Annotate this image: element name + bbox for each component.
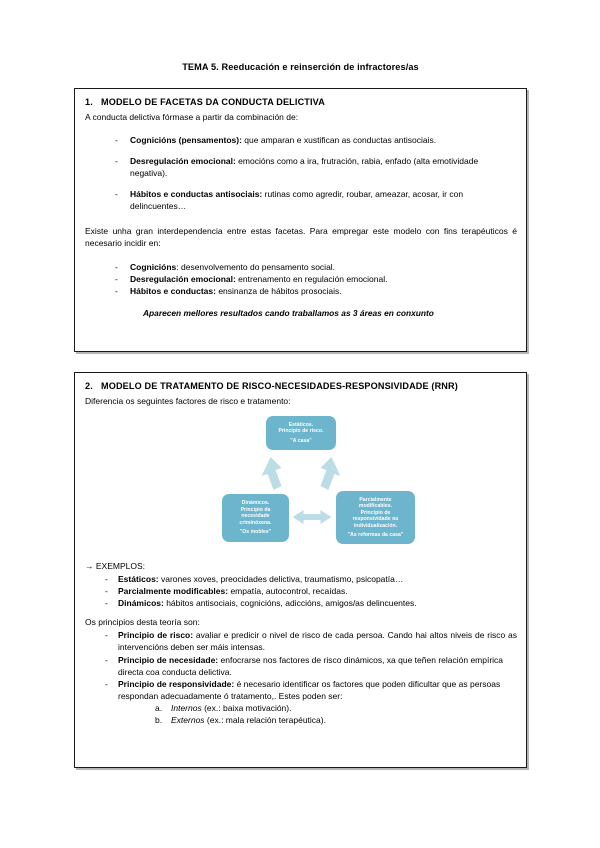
principle-desc: avaliar e predicir o nivel de risco de cada persoa. Cando hai altos niveis de risco as intervencións deben ser máis intensas. xyxy=(118,630,517,653)
principles-list xyxy=(85,629,517,701)
list-item xyxy=(85,573,517,585)
dash-bullet: - xyxy=(115,273,118,284)
list-item xyxy=(85,261,517,273)
dash-bullet: - xyxy=(115,135,118,146)
facet-term: Desregulación emocional: xyxy=(130,156,236,167)
node-quote: "Os mobles" xyxy=(239,529,272,536)
section-1-heading xyxy=(85,97,517,107)
item-label: a. xyxy=(155,702,163,713)
node-quote: "A casa" xyxy=(290,437,312,444)
node-line: responsividade ou xyxy=(352,516,399,523)
list-item xyxy=(85,714,517,726)
facet-desc: emocións como a ira, frutración, rabia, enfado (alta emotividade negativa). xyxy=(130,156,479,179)
responsivity-subitems-list xyxy=(85,702,517,726)
dash-bullet: - xyxy=(105,598,108,609)
intervention-desc: ensinanza de hábitos prosociais. xyxy=(215,285,342,296)
facets-list xyxy=(85,134,517,212)
examples-list xyxy=(85,573,517,609)
subitem-term: Internos xyxy=(171,702,202,713)
example-desc: varones xoves, preocidades delictiva, traumatismo, psicopatía… xyxy=(158,574,404,585)
list-item xyxy=(85,654,517,678)
list-item xyxy=(85,155,517,179)
facet-term: Cognicións (pensamentos): xyxy=(130,135,242,146)
node-quote: "As reformas da casa" xyxy=(347,532,404,539)
principles-label: Os principios desta teoría son: xyxy=(85,617,200,628)
node-line: Principio de xyxy=(360,509,391,516)
section-2-intro: Diferencia os seguintes factores de risco e tratamento: xyxy=(85,396,291,406)
intervention-term: Hábitos e conductas: xyxy=(130,285,216,296)
subitem-term: Externos xyxy=(171,714,205,725)
diagram-node-dynamic xyxy=(222,494,289,542)
dash-bullet: - xyxy=(115,261,118,272)
node-line: criminóxena. xyxy=(239,519,272,526)
section-1-bridge: Existe unha gran interdependencia entre estas facetas. Para empregar este modelo con fins terapéuticos é necesario incidir en: xyxy=(85,226,517,249)
item-label: b. xyxy=(155,714,163,725)
example-desc: empatía, autocontrol, recaídas. xyxy=(228,586,348,597)
node-line: Principio da xyxy=(240,506,271,513)
node-line: individualización. xyxy=(353,522,398,529)
principle-term: Principio de risco: xyxy=(118,630,194,641)
dash-bullet: - xyxy=(115,285,118,296)
node-line: Estáticos. xyxy=(288,421,314,428)
example-desc: hábitos antisociais, cognicións, adiccións, amigos/as delincuentes. xyxy=(163,598,417,609)
list-item xyxy=(85,629,517,653)
node-line: Dinámicos. xyxy=(241,500,270,507)
intervention-desc: entrenamento en regulación emocional. xyxy=(235,273,388,284)
list-item xyxy=(85,585,517,597)
section-2-box xyxy=(74,372,527,768)
intervention-term: Cognicións xyxy=(130,261,177,272)
list-item xyxy=(85,597,517,609)
node-line: Parcialmente xyxy=(359,496,392,503)
list-item xyxy=(85,702,517,714)
diagram-node-partially-modifiable xyxy=(336,491,415,544)
facet-desc: que amparan e xustifican as conductas antisociais. xyxy=(241,135,437,146)
intervention-term: Desregulación emocional: xyxy=(130,273,236,284)
arrow-partial-to-static xyxy=(320,457,340,490)
spacer xyxy=(85,609,517,616)
section-1-heading-text: MODELO DE FACETAS DA CONDUCTA DELICTIVA xyxy=(101,97,325,107)
arrow-dynamic-partial-bidirectional xyxy=(293,510,332,524)
node-line: Principio de risco. xyxy=(278,428,324,435)
spacer xyxy=(85,127,517,134)
spacer xyxy=(85,254,517,261)
example-term: Estáticos: xyxy=(118,574,159,585)
section-1-number: 1. xyxy=(85,97,93,107)
interventions-list xyxy=(85,261,517,297)
list-item xyxy=(85,678,517,702)
principle-desc: enfocrarse nos factores de risco dinámicos, xa que teñen relación empírica directa coa conducta delictiva. xyxy=(118,654,504,677)
list-item xyxy=(85,273,517,285)
section-2-heading-text: MODELO DE TRATAMENTO DE RISCO-NECESIDADES-RESPONSIVIDADE (RNR) xyxy=(101,381,458,391)
examples-label: → EXEMPLOS: xyxy=(85,561,145,572)
dash-bullet: - xyxy=(105,574,108,585)
dash-bullet: - xyxy=(115,156,118,167)
principle-term: Principio de necesidade: xyxy=(118,654,219,665)
diagram-node-static xyxy=(266,416,336,450)
facet-term: Hábitos e conductas antisociais: xyxy=(130,189,263,200)
section-2-number: 2. xyxy=(85,381,93,391)
principle-term: Principio de responsividade: xyxy=(118,678,235,689)
list-item xyxy=(85,188,517,212)
intervention-desc: : desenvolvemento do pensamento social. xyxy=(176,261,336,272)
page-title: TEMA 5. Reeducación e reinserción de infractores/as xyxy=(182,62,419,72)
section-1-intro: A conducta delictiva fórmase a partir da combinación de: xyxy=(85,112,299,122)
list-item xyxy=(85,134,517,146)
section-1-box xyxy=(74,88,527,352)
principle-desc: é necesario identificar os factores que poden dificultar que as persoas respondan adecuadamente ó tratamento,. Estes poden ser: xyxy=(118,678,501,701)
example-term: Parcialmente modificables: xyxy=(118,586,229,597)
dash-bullet: - xyxy=(105,586,108,597)
dash-bullet: - xyxy=(105,678,108,689)
subitem-desc: (ex.: mala relación terapéutica). xyxy=(204,714,326,725)
facet-desc: rutinas como agredir, roubar, ameazar, acosar, ir con delincuentes… xyxy=(130,189,464,212)
dash-bullet: - xyxy=(105,654,108,665)
example-term: Dinámicos: xyxy=(118,598,164,609)
dash-bullet: - xyxy=(115,189,118,200)
section-1-note: Aparecen mellores resultados cando traballamos as 3 áreas en conxunto xyxy=(143,307,434,318)
arrow-dynamic-to-static xyxy=(262,457,282,490)
dash-bullet: - xyxy=(105,630,108,641)
node-line: modificables. xyxy=(358,503,393,510)
list-item xyxy=(85,285,517,297)
node-line: necesidade xyxy=(241,513,270,520)
section-2-heading xyxy=(85,381,517,391)
rnr-cycle-diagram xyxy=(85,412,517,560)
subitem-desc: (ex.: baixa motivación). xyxy=(201,702,292,713)
